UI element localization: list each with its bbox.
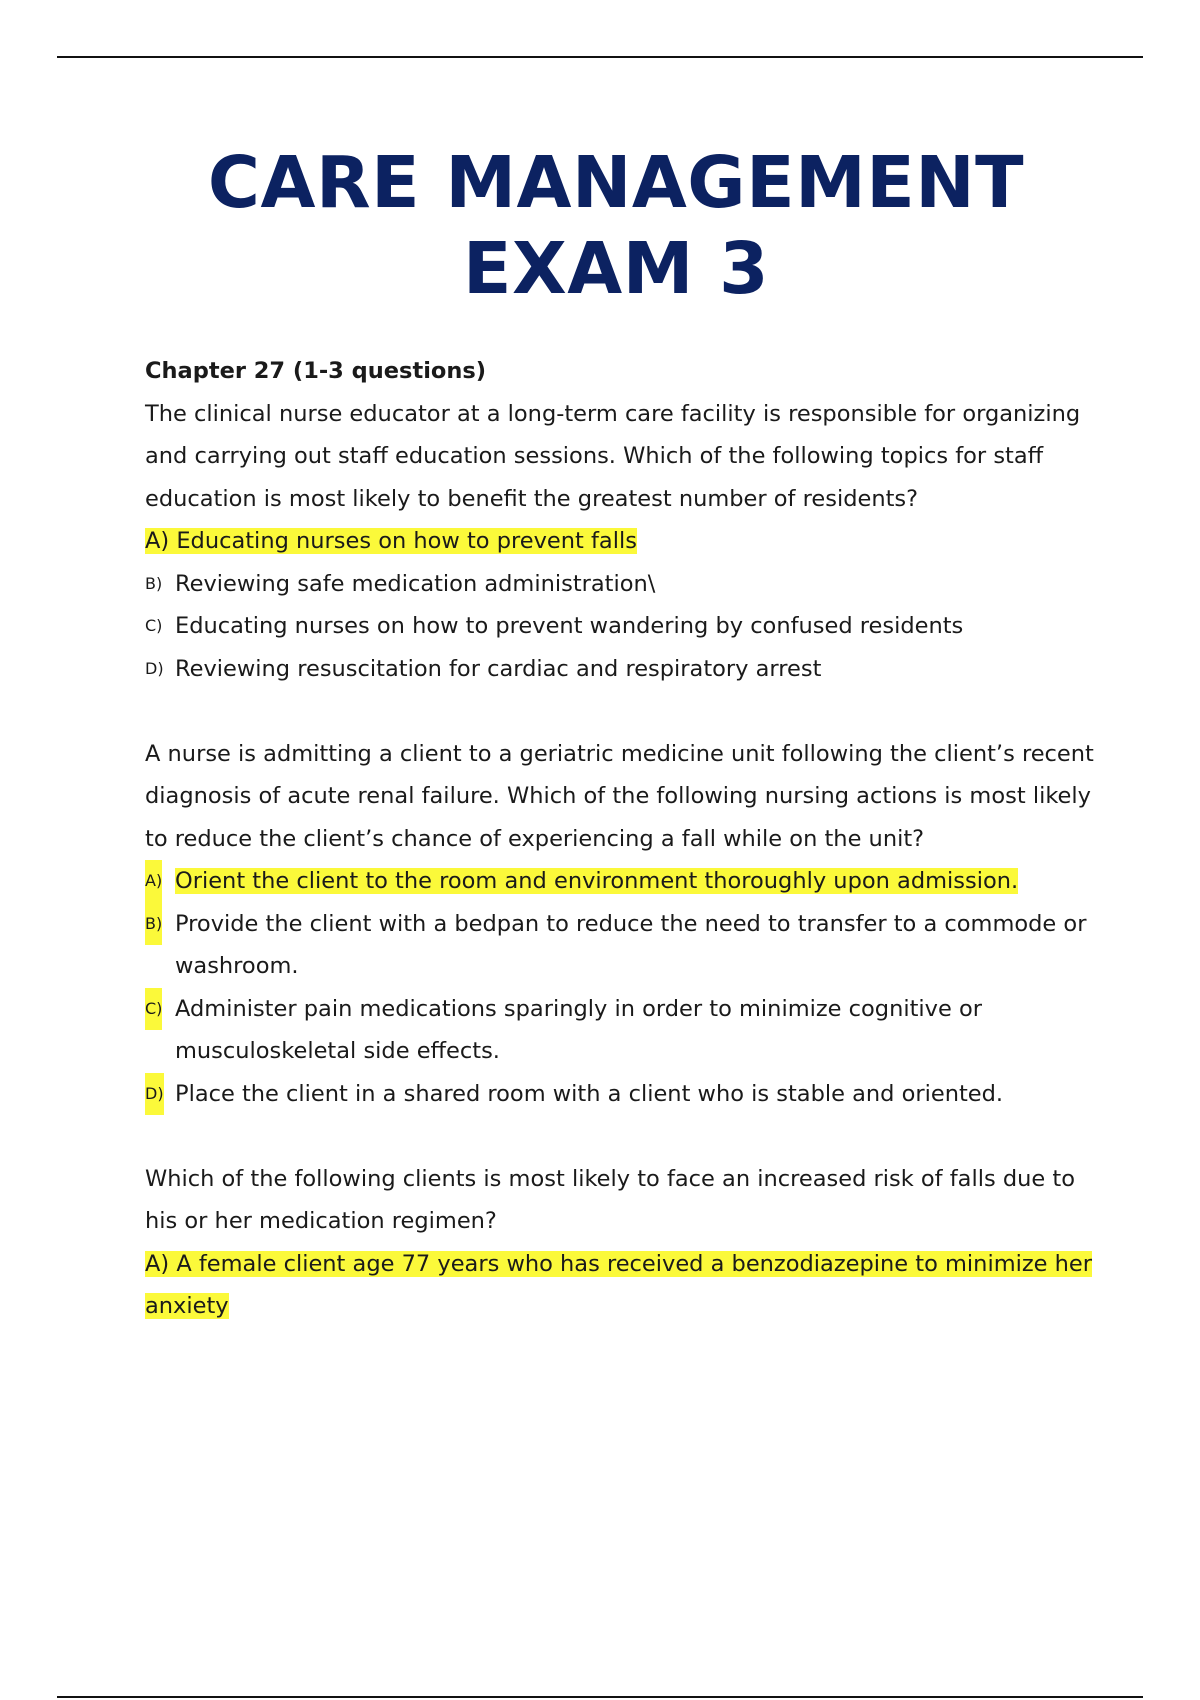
option-letter: B): [145, 573, 163, 593]
option-text: Reviewing safe medication administration\: [175, 570, 656, 597]
option-letter: D): [145, 1073, 164, 1116]
option-a: [145, 520, 1095, 563]
answer-highlight: A) Educating nurses on how to prevent falls: [145, 528, 637, 554]
option-text: Place the client in a shared room with a client who is stable and oriented.: [175, 1080, 1004, 1107]
top-rule: [57, 56, 1143, 58]
chapter-heading: Chapter 27 (1-3 questions): [145, 358, 487, 384]
option-c: [145, 988, 1095, 1073]
option-c: [145, 605, 1095, 648]
question-stem: The clinical nurse educator at a long-term care facility is responsible for organizing and carrying out staff education sessions. Which of the following topics for staff education is most likely to benefit the greatest number of residents?: [145, 400, 1081, 512]
answer-highlight: Orient the client to the room and environment thoroughly upon admission.: [175, 868, 1019, 894]
option-a: [145, 1243, 1095, 1328]
title-line-1: CARE MANAGEMENT: [207, 141, 1025, 224]
option-letter: D): [145, 658, 164, 678]
spacer: [145, 690, 1095, 733]
option-d: [145, 648, 1095, 691]
option-text: Reviewing resuscitation for cardiac and respiratory arrest: [175, 655, 822, 682]
question-stem: A nurse is admitting a client to a geriatric medicine unit following the client’s recent diagnosis of acute renal failure. Which of the following nursing actions is most likely to reduce the client’s chance of experiencing a fall while on the unit?: [145, 740, 1094, 852]
answer-highlight: A) A female client age 77 years who has received a benzodiazepine to minimize her anxiety: [145, 1250, 1093, 1319]
question-1: [145, 393, 1095, 691]
option-letter: B): [145, 903, 162, 946]
question-2: [145, 733, 1095, 1116]
page-title: [0, 140, 1200, 312]
spacer: [145, 1115, 1095, 1158]
option-d: [145, 1073, 1095, 1116]
option-text: Educating nurses on how to prevent wandering by confused residents: [175, 613, 964, 639]
option-b: [145, 903, 1095, 988]
option-text: Provide the client with a bedpan to reduce the need to transfer to a commode or washroom.: [175, 910, 1087, 979]
option-b: [145, 563, 1095, 606]
question-stem: Which of the following clients is most likely to face an increased risk of falls due to his or her medication regimen?: [145, 1165, 1075, 1234]
bottom-rule: [57, 1696, 1143, 1698]
option-letter: C): [145, 988, 162, 1031]
option-letter: C): [145, 616, 163, 635]
option-text: Administer pain medications sparingly in order to minimize cognitive or musculoskeletal side effects.: [175, 995, 983, 1064]
document-body: [145, 350, 1095, 1328]
option-letter: A): [145, 860, 162, 903]
option-a: [145, 860, 1095, 903]
title-line-2: EXAM 3: [463, 227, 769, 310]
question-3: [145, 1158, 1095, 1328]
